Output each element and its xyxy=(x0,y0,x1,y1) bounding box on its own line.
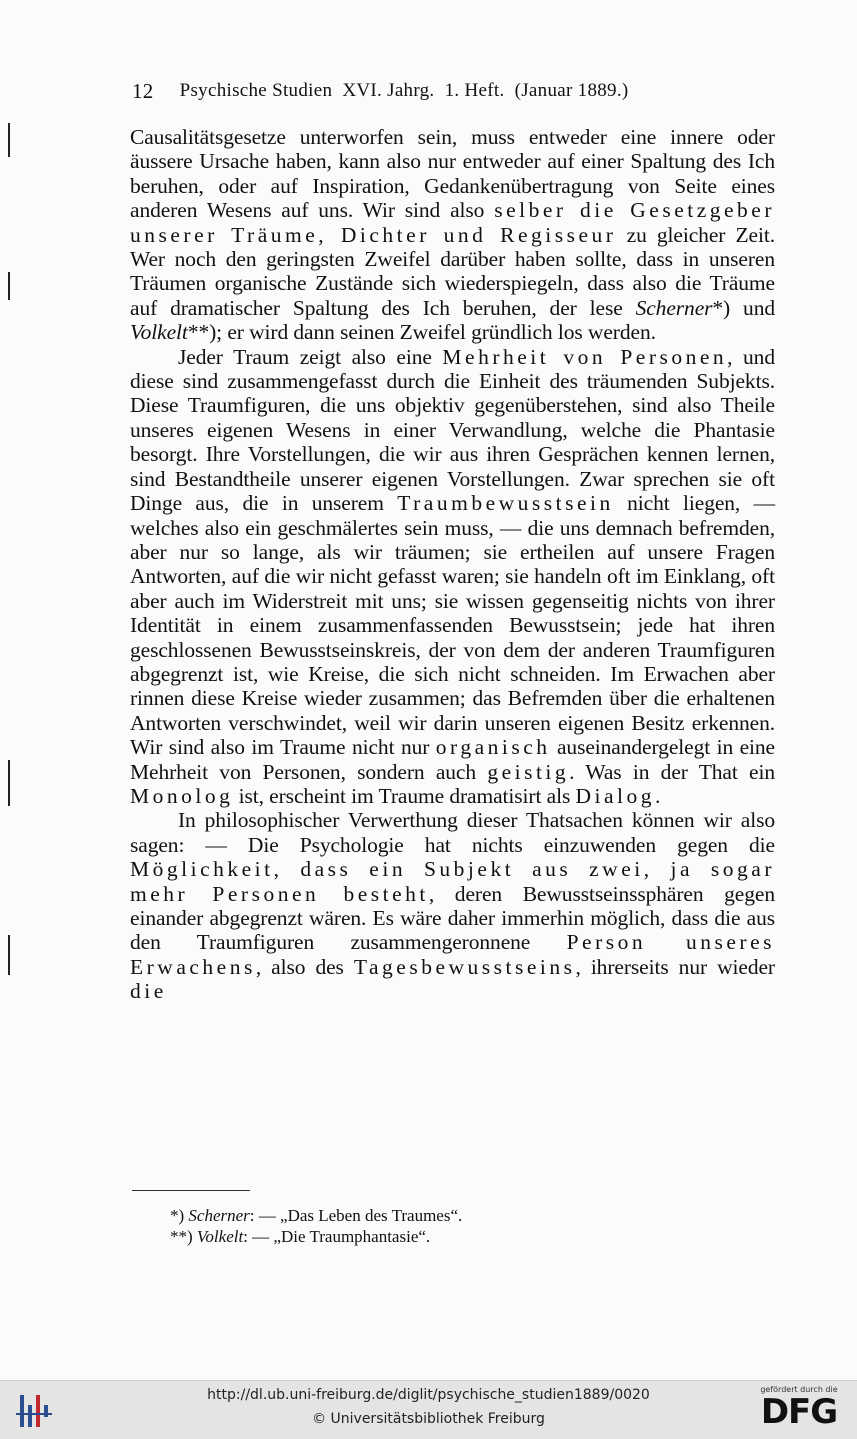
footnote-rule xyxy=(132,1190,250,1191)
spaced-emphasis: Monolog xyxy=(130,783,234,808)
footnote-author: Volkelt xyxy=(196,1227,244,1246)
paragraph-2: Jeder Traum zeigt also eine Mehrheit von Personen, und diese sind zusammengefasst durch die Einheit des träumenden Subjekts. Diese Traumfiguren, die uns objektiv gegenüberstehen, sind also Theile unseres eigenen Wesens in einer Verwandlung, welche die Phantasie besorgt. Ihre Vorstellungen, die wir aus ihren Gesprächen kennen lernen, sind Bestandtheile unserer eigenen Vorstellungen. Zwar sprechen sie oft Dinge aus, die in unserem Traumbewusstsein nicht liegen, — welches also ein geschmälertes sein muss, — die uns demnach befremden, aber nur so lange, als wir träumen; sie ertheilen auf unsere Fragen Antworten, auf die wir nicht gefasst waren; sie handeln oft im Einklang, oft aber auch im Widerstreit mit uns; sie wissen gegenseitig nichts von ihrer Identität in einem zusammenfassenden Bewusstsein; jede hat ihren geschlossenen Bewusstseinskreis, der von dem der anderen Traumfiguren abgegrenzt ist, wie Kreise, die sich nicht schneiden. Im Erwachen aber rinnen diese Kreise wieder zusammen; das Befremden über die erhaltenen Antworten verschwindet, weil wir darin unseren eigenen Besitz erkennen. Wir sind also im Traume nicht nur organisch auseinandergelegt in eine Mehrheit von Personen, sondern auch geistig. Was in der That ein Monolog ist, erscheint im Traume dramatisirt als Dialog. xyxy=(130,344,776,808)
footnote-author: Scherner xyxy=(188,1206,250,1225)
footnote-mark: **) xyxy=(170,1227,193,1246)
footnote-text: : — „Die Traumphantasie“. xyxy=(243,1227,431,1246)
running-title: Psychische Studien XVI. Jahrg. 1. Heft. (Januar 1889.) xyxy=(179,80,629,101)
spaced-emphasis: geistig xyxy=(487,759,570,784)
viewer-footer-bar xyxy=(0,1380,857,1439)
spaced-emphasis: Tagesbewusstseins xyxy=(353,954,576,979)
margin-mark xyxy=(8,123,10,157)
spaced-emphasis: Möglichkeit, dass ein Subjekt aus zwei, ja sogar mehr Personen besteht xyxy=(130,857,775,906)
spaced-emphasis: Traumbewusstsein xyxy=(397,491,614,516)
spaced-emphasis: die xyxy=(130,979,167,1004)
copyright-notice: © Universitätsbibliothek Freiburg xyxy=(312,1411,545,1427)
author-name: Volkelt xyxy=(130,320,188,345)
paragraph-1: Causalitätsgesetze unterworfen sein, muss entweder eine innere oder äussere Ursache haben, kann also nur entweder auf einer Spaltung des Ich beruhen, oder auf Inspiration, Gedankenübertragung von Seite eines anderen Wesens auf uns. Wir sind also selber die Gesetzgeber unserer Träume, Dichter und Regisseur zu gleicher Zeit. Wer noch den geringsten Zweifel darüber haben sollte, dass in unseren Träumen organische Zustände sich wiederspiegeln, dass also die Träume auf dramatischer Spaltung des Ich beruhen, der lese Scherner*) und Volkelt**); er wird dann seinen Zweifel gründlich los werden. xyxy=(130,125,776,345)
footnote-1 xyxy=(170,1205,770,1226)
spaced-emphasis: Mehrheit von Personen xyxy=(442,344,728,369)
footnote-2 xyxy=(170,1226,770,1247)
running-header xyxy=(132,78,772,104)
permalink-url[interactable]: http://dl.ub.uni-freiburg.de/diglit/psychische_studien1889/0020 xyxy=(207,1387,650,1403)
margin-mark xyxy=(8,935,10,975)
dfg-logo: DFG xyxy=(760,1392,838,1432)
margin-mark xyxy=(8,272,10,300)
sponsor-caption: gefördert durch die xyxy=(760,1385,838,1394)
paragraph-3: In philosophischer Verwerthung dieser Thatsachen können wir also sagen: — Die Psychologie hat nichts einzuwenden gegen die Möglichkeit, dass ein Subjekt aus zwei, ja sogar mehr Personen besteht, deren Bewusstseinssphären gegen einander abgegrenzt wären. Es wäre daher immerhin möglich, dass die aus den Traumfiguren zusammengeronnene Person unseres Erwachens, also des Tagesbewusstseins, ihrerseits nur wieder die xyxy=(130,808,775,1004)
footnotes xyxy=(170,1205,770,1247)
spaced-emphasis: Person unseres Erwachens xyxy=(130,930,775,979)
dfg-sponsor[interactable] xyxy=(753,1385,845,1435)
body-text xyxy=(130,125,775,1004)
spaced-emphasis: Dialog xyxy=(575,783,656,808)
page-number: 12 xyxy=(132,78,154,103)
footnote-mark: *) xyxy=(170,1206,185,1225)
author-name: Scherner xyxy=(635,295,713,320)
footnote-text: : — „Das Leben des Traumes“. xyxy=(249,1206,463,1225)
spaced-emphasis: selber die Gesetzgeber unserer Träume, Dichter und Regisseur xyxy=(130,198,776,247)
margin-mark xyxy=(8,760,10,806)
spaced-emphasis: organisch xyxy=(435,735,551,760)
